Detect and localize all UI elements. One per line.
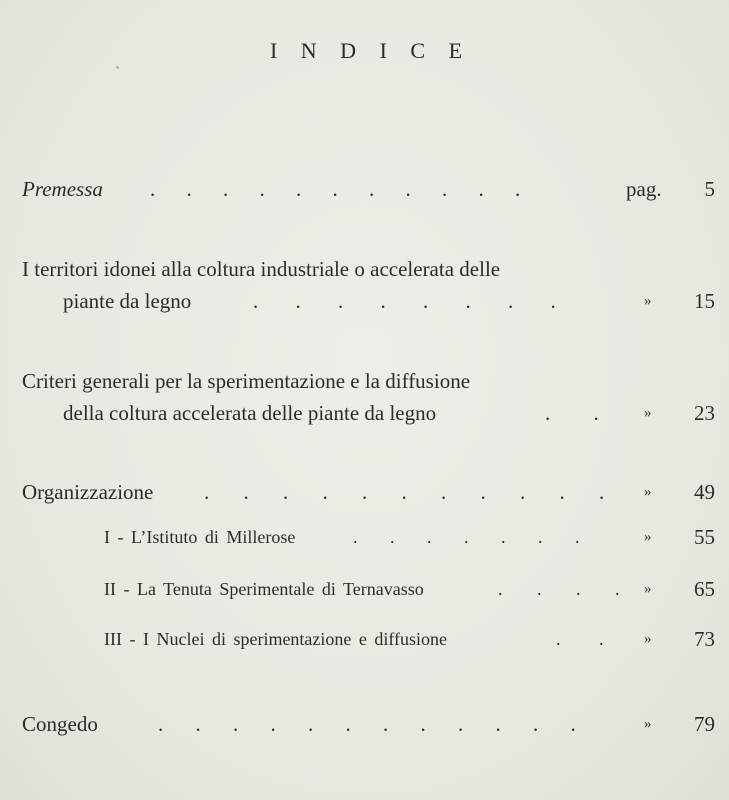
toc-page-prefix: » xyxy=(644,405,652,421)
toc-page-number: 73 xyxy=(694,627,715,651)
toc-page-number: 15 xyxy=(694,289,715,313)
toc-entry-territori-line2 xyxy=(0,286,729,316)
toc-entry-title: Organizzazione xyxy=(22,480,154,504)
toc-entry-title: Congedo xyxy=(22,712,98,736)
toc-page-number: 79 xyxy=(694,712,715,736)
toc-page-prefix: » xyxy=(644,581,652,597)
toc-entry-criteri-line2 xyxy=(0,398,729,428)
toc-leader-dots: . . . . . . . . . . . xyxy=(204,480,605,504)
toc-entry-title: III - I Nuclei di sperimentazione e diffusione xyxy=(104,629,448,649)
toc-entry-premessa xyxy=(0,174,729,204)
toc-entry-criteri-line1 xyxy=(0,366,729,396)
toc-subentry-tenuta xyxy=(0,574,729,604)
toc-page-prefix: pag. xyxy=(626,177,662,201)
toc-entry-title-continued: piante da legno xyxy=(63,289,192,313)
paper-speck xyxy=(116,66,119,69)
toc-entry-title: I territori idonei alla coltura industriale o accelerata delle xyxy=(22,257,501,281)
toc-subentry-istituto xyxy=(0,522,729,552)
toc-page-prefix: » xyxy=(644,631,652,647)
toc-subentry-nuclei xyxy=(0,624,729,654)
toc-page-number: 5 xyxy=(704,177,715,201)
toc-page-number: 55 xyxy=(694,525,715,549)
toc-page-prefix: » xyxy=(644,293,652,309)
toc-entry-organizzazione xyxy=(0,477,729,507)
toc-leader-dots: . . xyxy=(556,629,604,649)
toc-entry-title: Criteri generali per la sperimentazione e la diffusione xyxy=(22,369,471,393)
toc-page-prefix: » xyxy=(644,529,652,545)
toc-entry-title: Premessa xyxy=(22,177,103,201)
toc-leader-dots: . . . . . . . xyxy=(353,527,580,547)
toc-leader-dots: . . . . xyxy=(498,579,620,599)
toc-page-prefix: » xyxy=(644,484,652,500)
toc-leader-dots: . . xyxy=(545,401,599,425)
toc-leader-dots: . . . . . . . . . . . xyxy=(150,177,521,201)
toc-entry-territori-line1 xyxy=(0,254,729,284)
toc-page-number: 49 xyxy=(694,480,715,504)
toc-entry-title-continued: della coltura accelerata delle piante da legno xyxy=(63,401,437,425)
toc-page-prefix: » xyxy=(644,716,652,732)
toc-leader-dots: . . . . . . . . xyxy=(253,289,556,313)
page-title: I N D I C E xyxy=(269,38,472,63)
toc-page-number: 65 xyxy=(694,577,715,601)
toc-leader-dots: . . . . . . . . . . . . xyxy=(158,712,576,736)
toc-entry-congedo xyxy=(0,709,729,739)
toc-page-number: 23 xyxy=(694,401,715,425)
toc-entry-title: I - L’Istituto di Millerose xyxy=(104,527,296,547)
toc-entry-title: II - La Tenuta Sperimentale di Ternavasso xyxy=(104,579,424,599)
